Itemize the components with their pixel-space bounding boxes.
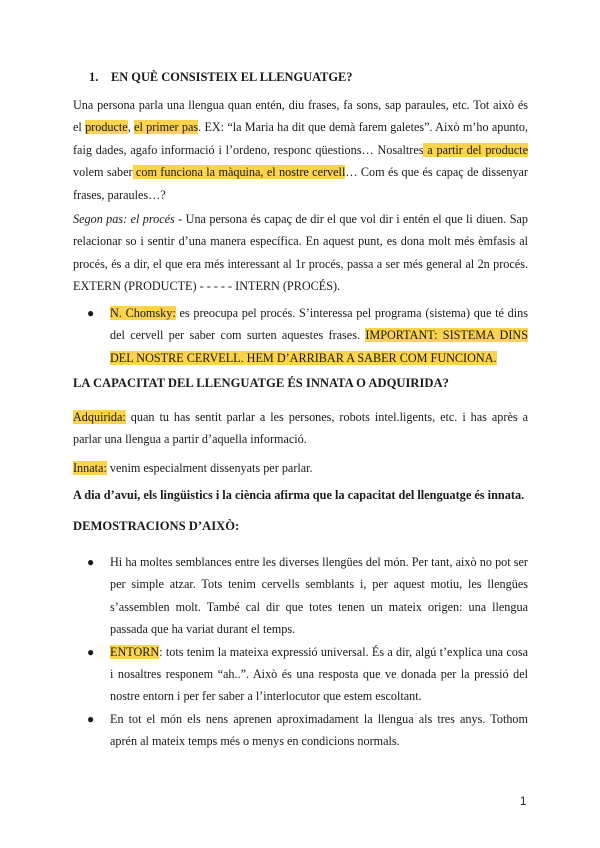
text-run: volem saber bbox=[73, 165, 133, 180]
chomsky-list bbox=[73, 302, 528, 369]
paragraph-adquirida bbox=[73, 406, 528, 451]
heading-title: EN QUÈ CONSISTEIX EL LLENGUATGE? bbox=[111, 70, 353, 84]
list-item bbox=[73, 641, 528, 708]
text-run: es preocupa pel procés. S’interessa pel programa (sistema) que té dins del cervell per saber com surten aquestes frases. bbox=[110, 306, 528, 343]
list-item bbox=[73, 551, 528, 641]
highlight-entorn: ENTORN bbox=[110, 644, 160, 659]
list-item bbox=[73, 708, 528, 753]
text-run: venim especialment dissenyats per parlar. bbox=[106, 461, 313, 475]
highlight-important: IMPORTANT: SISTEMA DINS DEL NOSTRE CERVELL. HEM D’ARRIBAR A SABER COM FUNCIONA. bbox=[110, 328, 529, 365]
highlight-com-funciona: com funciona la màquina, el nostre cervell bbox=[132, 165, 346, 180]
text-run: quan tu has sentit parlar a les persones, robots intel.ligents, etc. i has après a parlar una llengua a partir d’aquella informació. bbox=[73, 410, 528, 447]
highlight-innata: Innata: bbox=[73, 461, 107, 475]
paragraph-producte bbox=[73, 94, 528, 206]
section-heading-3: DEMOSTRACIONS D’AIXÒ: bbox=[73, 519, 240, 533]
text-run: … Com és que és capaç de dissenyar frases, paraules…? bbox=[73, 165, 528, 202]
highlight-chomsky: N. Chomsky: bbox=[110, 306, 176, 320]
segon-pas-label: Segon pas: el procés bbox=[73, 212, 175, 226]
highlight-primer-pas: el primer pas bbox=[134, 120, 199, 135]
highlight-adquirida: Adquirida: bbox=[73, 410, 126, 424]
text-run: Una persona parla una llengua quan entén, diu frases, fa sons, sap paraules, etc. Tot això és el bbox=[73, 98, 528, 135]
paragraph-proces bbox=[73, 208, 528, 298]
heading-number: 1. bbox=[89, 70, 99, 84]
paragraph-innata bbox=[73, 457, 528, 479]
bullet-icon: ● bbox=[87, 711, 95, 726]
bullet-icon: ● bbox=[87, 555, 95, 569]
text-run: . EX: “la Maria ha dit que demà farem galetes”. Això m’ho apunto, faig dades, agafo informació i l’ordeno, responc qüestions… Nosaltres bbox=[73, 120, 529, 157]
text-run: En tot el món els nens aprenen aproximadament la llengua als tres anys. Tothom aprén al mateix temps més o menys en condicions normals. bbox=[110, 711, 528, 749]
page-number: 1 bbox=[520, 796, 527, 808]
section-heading-2: LA CAPACITAT DEL LLENGUATGE ÉS INNATA O ADQUIRIDA? bbox=[73, 376, 449, 390]
text-run: : tots tenim la mateixa expressió universal. És a dir, algú t’explica una cosa i nosaltres responem “ah..”. Això és una resposta que ve donada per la pressió del nostre entorn i per fer saber a l’interlocutor que estem escoltant. bbox=[110, 644, 528, 704]
text-run: - Una persona és capaç de dir el que vol dir i entén el que li diuen. Sap relacionar so i sentir d’una manera específica. En aquest punt, es dona molt més èmfasis al procés, és a dir, el que era més interessant al 1r procés, passa a ser més general al 2n procés. EXTERN (PRODUCTE) - - - - - INTERN (PROCÉS). bbox=[73, 212, 529, 294]
bullet-icon: ● bbox=[87, 306, 95, 320]
bullet-icon: ● bbox=[87, 644, 95, 659]
highlight-producte: producte bbox=[85, 120, 128, 135]
section-heading-1 bbox=[89, 70, 352, 85]
text-run: , bbox=[127, 120, 135, 135]
bold-statement: A dia d’avui, els lingüistics i la ciència afirma que la capacitat del llenguatge és innata. bbox=[73, 488, 525, 502]
text-run: Hi ha moltes semblances entre les diverses llengües del món. Per tant, això no pot ser per simple atzar. Tots tenim cervells semblants i, per aquest motiu, les llengües s’assemblen molt. També cal dir que totes tenen un mateix origen: una llengua passada que ha variat durant el temps. bbox=[110, 555, 528, 637]
demos-list bbox=[73, 551, 528, 753]
list-item bbox=[73, 302, 528, 369]
highlight-a-partir-producte: a partir del producte bbox=[423, 142, 528, 157]
